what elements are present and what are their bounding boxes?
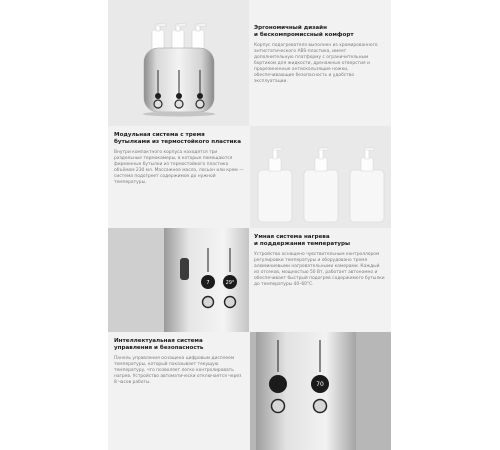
section-heading: Умная система нагрева и поддержания температуры bbox=[254, 234, 351, 248]
section-smart-heating bbox=[108, 228, 391, 332]
section-control-text bbox=[114, 332, 245, 450]
section-ergonomic-design bbox=[108, 0, 391, 126]
heater-full-view-image bbox=[108, 0, 249, 126]
section-intelligent-control bbox=[108, 332, 391, 450]
temperature-display-left: 7 bbox=[206, 280, 210, 286]
section-heating-text bbox=[254, 228, 385, 332]
section-body: Панель управления оснащена цифровым дисплеем температуры, который показывает текущую температуру, что позволяет легко контролировать нагрев. Устройство автоматически отключается через 8 часов работы. bbox=[114, 356, 242, 386]
temperature-display-right: 29° bbox=[225, 280, 235, 286]
section-heading: Эргономичный дизайн и бескомпромиссный комфорт bbox=[254, 25, 354, 39]
bottles-image bbox=[250, 126, 391, 228]
section-heading: Модульная система с тремя бутылками из термостойкого пластика bbox=[114, 132, 241, 146]
heater-closeup-image bbox=[108, 228, 249, 332]
temperature-display-right: 70 bbox=[316, 381, 324, 388]
control-panel-image bbox=[250, 332, 391, 450]
section-body: Корпус подогревателя выполнен из хромированного антистатического ABS-пластика, имеет дополнительную платформу с ограничительным бортиком для жидкости, дренажные отверстия и прорезиненные антискользящие ножки, обеспечивающие безопасность и удобство эксплуатации. bbox=[254, 43, 378, 85]
section-ergonomic-text bbox=[254, 0, 385, 126]
section-heading: Интеллектуальная система управления и безопасность bbox=[114, 338, 204, 352]
section-modular-text bbox=[114, 126, 245, 228]
section-body: Устройство оснащено чувствительным контроллером регулировки температуры и оборудовано тремя алюминиевыми нагревательными камерами. Каждый из отсеков, мощностью 50 Вт, работает автономно и обеспечивает быстрый подогрев содержимого бутылки до температуры 40–60°C. bbox=[254, 252, 385, 288]
section-modular-system bbox=[108, 126, 391, 228]
product-info-page bbox=[108, 0, 391, 450]
section-body: Внутри компактного корпуса находятся три раздельные термокамеры, в которые помещаются фирменные бутылки из термостойкого пластика объёмом 230 мл. Массажное масло, лосьон или крем — система подогреет содержимое до нужной температуры. bbox=[114, 150, 244, 186]
